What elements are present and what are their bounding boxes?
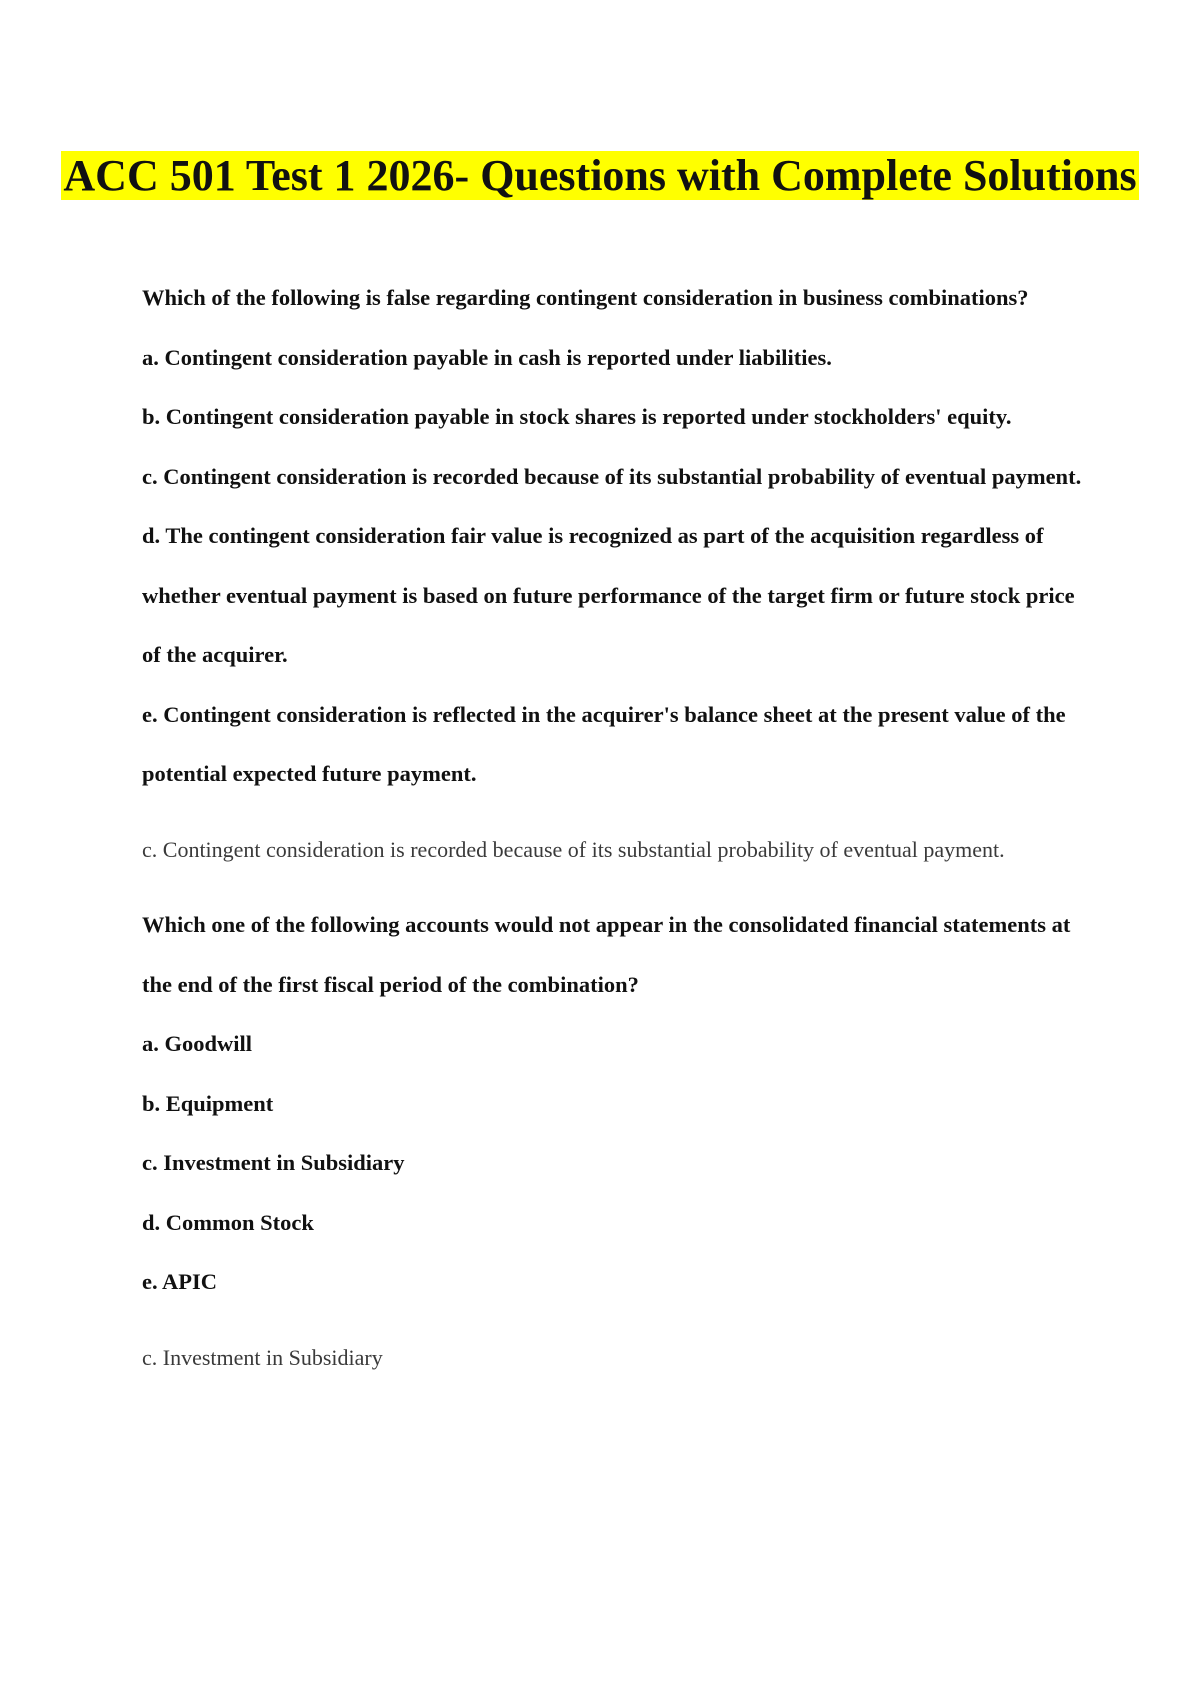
question-1-option-a: a. Contingent consideration payable in cash is reported under liabilities.	[142, 344, 832, 370]
question-1-option-c: c. Contingent consideration is recorded because of its substantial probability of eventual payment.	[142, 463, 1082, 489]
question-1-answer: c. Contingent consideration is recorded because of its substantial probability of eventual payment.	[142, 836, 1005, 862]
question-2-answer: c. Investment in Subsidiary	[142, 1344, 383, 1370]
question-1-option-e: e. Contingent consideration is reflected in the acquirer's balance sheet at the present value of the potential expected future payment.	[142, 701, 1066, 786]
question-2-option-e: e. APIC	[142, 1269, 217, 1294]
question-2-option-d: d. Common Stock	[142, 1209, 314, 1235]
question-2-option-b: b. Equipment	[142, 1090, 274, 1116]
question-1-option-b: b. Contingent consideration payable in stock shares is reported under stockholders' equity.	[142, 404, 1012, 429]
question-2-option-c: c. Investment in Subsidiary	[142, 1150, 405, 1175]
question-2	[142, 895, 1082, 1387]
document-body	[142, 268, 1082, 1387]
document-title-text: ACC 501 Test 1 2026- Questions with Complete Solutions	[63, 151, 1137, 200]
document-title	[0, 150, 1200, 202]
question-2-prompt: Which one of the following accounts would not appear in the consolidated financial statements at the end of the first fiscal period of the combination?	[142, 912, 1071, 997]
question-1-prompt: Which of the following is false regarding contingent consideration in business combinations?	[142, 285, 1029, 310]
question-2-option-a: a. Goodwill	[142, 1031, 253, 1056]
question-1	[142, 268, 1082, 879]
question-1-option-d: d. The contingent consideration fair value is recognized as part of the acquisition regardless of whether eventual payment is based on future performance of the target firm or future stock price of the acquirer.	[142, 523, 1075, 667]
